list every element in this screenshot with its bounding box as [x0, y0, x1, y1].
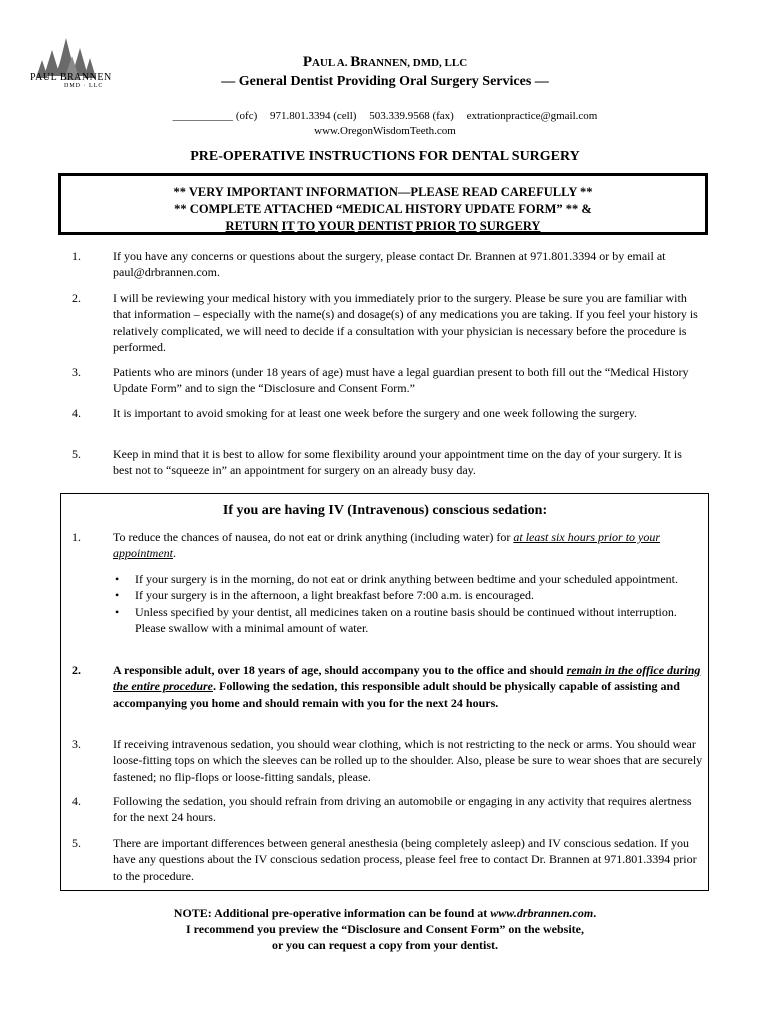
note-line-1: NOTE: Additional pre-operative information can be found at www.drbrannen.com.	[173, 906, 597, 920]
important-line-1: ** VERY IMPORTANT INFORMATION—PLEASE READ CAREFULLY **	[173, 185, 593, 199]
contact-line	[0, 110, 770, 122]
logo-wordmark: PAUL BRANNEN	[30, 72, 112, 83]
document-title: PRE-OPERATIVE INSTRUCTIONS FOR DENTAL SURGERY	[190, 149, 580, 164]
practice-subtitle: — General Dentist Providing Oral Surgery Services —	[221, 74, 549, 89]
email-address[interactable]: extrationpractice@gmail.com	[466, 110, 598, 122]
office-phone: ___________ (ofc)	[172, 110, 258, 122]
cell-phone: 971.801.3394 (cell)	[270, 110, 357, 122]
bullet-item: • Unless specified by your dentist, all medicines taken on a routine basis should be continued without interruption. Please swallow with a minimal amount of water.	[115, 604, 677, 635]
practice-name: PAUL A. BRANNEN, DMD, LLC	[302, 54, 468, 70]
logo-subtext: DMD · LLC	[64, 83, 104, 89]
bullet-item: • If your surgery is in the afternoon, a light breakfast before 7:00 a.m. is encouraged.	[115, 588, 534, 603]
fax-number: 503.339.9568 (fax)	[369, 110, 454, 122]
important-line-3: RETURN IT TO YOUR DENTIST PRIOR TO SURGERY	[225, 219, 541, 233]
iv-section-heading: If you are having IV (Intravenous) conscious sedation:	[222, 503, 548, 518]
bullet-list	[113, 571, 703, 636]
important-line-2: ** COMPLETE ATTACHED “MEDICAL HISTORY UPDATE FORM” ** &	[174, 202, 592, 216]
bullet-item: • If your surgery is in the morning, do not eat or drink anything between bedtime and your scheduled appointment.	[115, 572, 678, 586]
important-info-box	[58, 173, 708, 235]
note-line-2: I recommend you preview the “Disclosure and Consent Form” on the website,	[186, 922, 584, 936]
website-link[interactable]: www.OregonWisdomTeeth.com	[314, 125, 456, 137]
note-line-3: or you can request a copy from your dentist.	[271, 938, 499, 952]
website-link[interactable]: www.drbrannen.com	[490, 906, 594, 920]
